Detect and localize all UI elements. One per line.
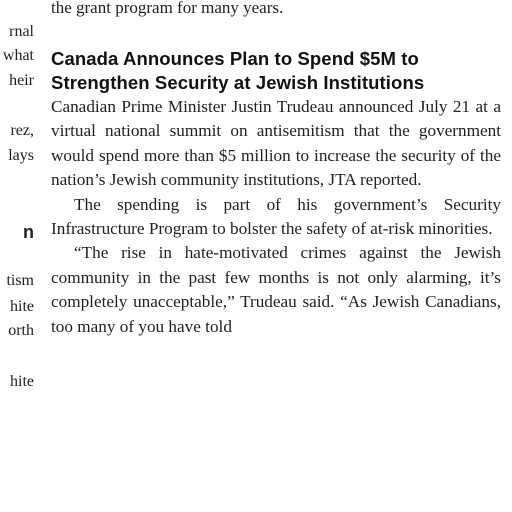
left-column-line: what [2, 47, 34, 64]
article-body [51, 95, 501, 339]
left-column-fragment [0, 0, 34, 512]
left-column-line: rez, [10, 122, 34, 139]
left-column-line: orth [8, 322, 34, 339]
left-column-line: rnal [9, 23, 34, 40]
left-column-headline-fragment: n [23, 222, 34, 242]
article-paragraph: The spending is part of his government’s Security Infrastructure Program to bolster the safety of at-risk minorities. [51, 194, 501, 239]
article-headline: Canada Announces Plan to Spend $5M to Strengthen Security at Jewish Institutions [51, 48, 425, 93]
left-column-line: lays [8, 147, 34, 164]
previous-article-last-line: the grant program for many years. [51, 0, 284, 17]
article-paragraph: Canadian Prime Minister Justin Trudeau announced July 21 at a virtual national summit on antisemitism that the government would spend more than $5 million to increase the security of the nation’s Jewish community institutions, JTA reported. [51, 97, 501, 190]
left-column-line: hite [10, 298, 34, 315]
left-column-line: tism [6, 272, 34, 289]
article-paragraph: “The rise in hate-motivated crimes against the Jewish community in the past few months is not only alarming, it’s completely unacceptable,” Trudeau said. “As Jewish Canadians, too many of you have told [51, 243, 501, 336]
left-column-line: heir [9, 72, 34, 89]
left-column-line: hite [10, 373, 34, 390]
